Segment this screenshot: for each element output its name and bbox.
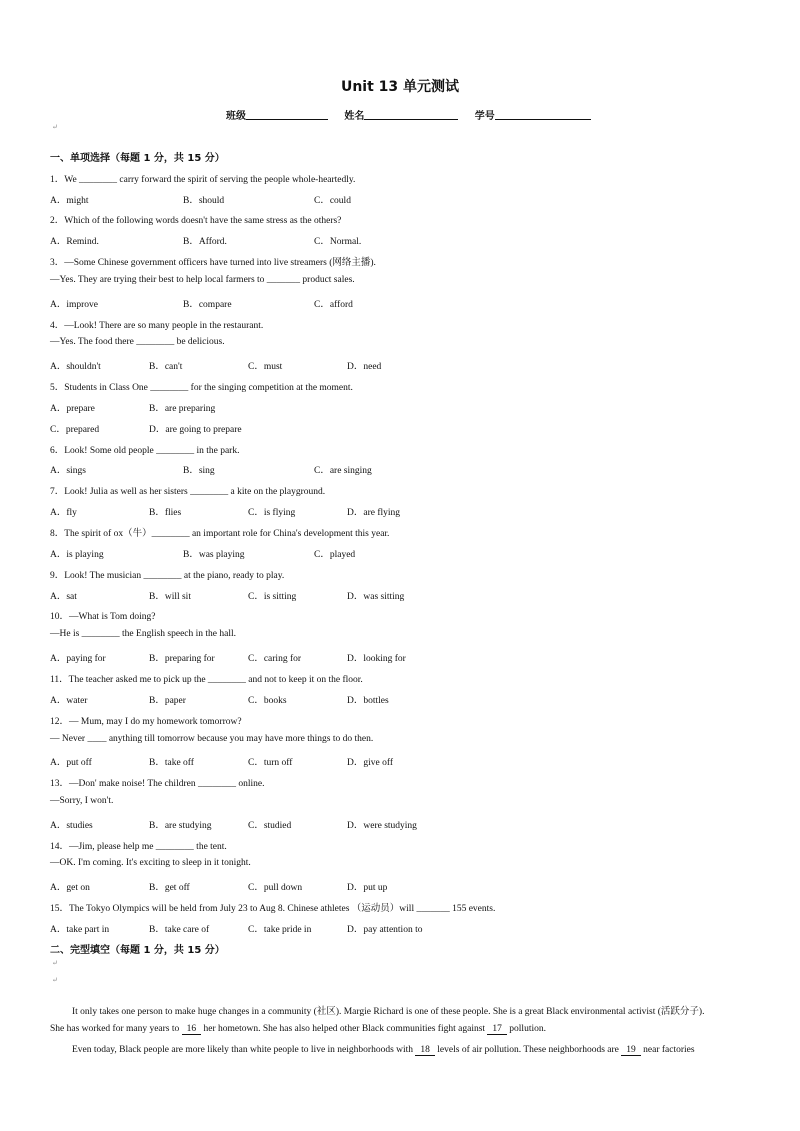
section-2-heading: 二、完型填空（每题 1 分，共 15 分）	[50, 945, 225, 956]
option-d[interactable]: D．looking for	[347, 654, 406, 664]
option-a[interactable]: A．sat	[50, 592, 77, 602]
option-c[interactable]: C．prepared	[50, 425, 100, 435]
option-b[interactable]: B．take off	[149, 758, 194, 768]
question-13-stem: 13．—Don' make noise! The children ________ online.	[50, 779, 265, 789]
passage-line: It only takes one person to make huge changes in a community (社区). Margie Richard is one of these people. She is a great Black environmental activist (活跃分子).	[72, 1007, 705, 1017]
class-label: 班级	[226, 111, 246, 122]
question-15-stem: 15．The Tokyo Olympics will be held from July 23 to Aug 8. Chinese athletes （运动员）will _______ 155 events.	[50, 904, 496, 914]
option-d[interactable]: D．are flying	[347, 508, 401, 518]
option-b[interactable]: B．take care of	[149, 925, 210, 935]
option-b[interactable]: B．preparing for	[149, 654, 215, 664]
option-b[interactable]: B．can't	[149, 362, 183, 372]
option-a[interactable]: A．water	[50, 696, 88, 706]
question-2-stem: 2．Which of the following words doesn't have the same stress as the others?	[50, 216, 342, 226]
option-a[interactable]: A．Remind.	[50, 237, 99, 247]
blank-17[interactable]: 17	[487, 1024, 507, 1035]
option-d[interactable]: D．were studying	[347, 821, 417, 831]
option-c[interactable]: C．must	[248, 362, 283, 372]
option-b[interactable]: B．Afford.	[183, 237, 227, 247]
question-1-stem: 1．We ________ carry forward the spirit of serving the people whole-heartedly.	[50, 175, 356, 185]
name-label: 姓名	[344, 111, 365, 122]
blank-16[interactable]: 16	[182, 1024, 202, 1035]
question-5-stem: 5．Students in Class One ________ for the singing competition at the moment.	[50, 383, 353, 393]
question-4-stem: 4．—Look! There are so many people in the restaurant.	[50, 321, 264, 331]
id-label: 学号	[474, 111, 495, 122]
option-a[interactable]: A．shouldn't	[50, 362, 101, 372]
option-c[interactable]: C．studied	[248, 821, 292, 831]
option-c[interactable]: C．caring for	[248, 654, 302, 664]
option-b[interactable]: B．flies	[149, 508, 182, 518]
paragraph-mark: ↵	[52, 123, 58, 131]
option-d[interactable]: D．are going to prepare	[149, 425, 242, 435]
name-blank[interactable]	[364, 110, 458, 120]
id-blank[interactable]	[495, 110, 591, 120]
option-a[interactable]: A．paying for	[50, 654, 106, 664]
option-c[interactable]: C．books	[248, 696, 287, 706]
option-b[interactable]: B．compare	[183, 300, 232, 310]
option-a[interactable]: A．studies	[50, 821, 93, 831]
option-a[interactable]: A．is playing	[50, 550, 104, 560]
blank-18[interactable]: 18	[415, 1045, 435, 1056]
option-b[interactable]: B．should	[183, 196, 225, 206]
option-b[interactable]: B．get off	[149, 883, 190, 893]
option-c[interactable]: C．Normal.	[314, 237, 362, 247]
question-14-stem-reply: —OK. I'm coming. It's exciting to sleep in it tonight.	[50, 858, 251, 868]
paragraph-mark: ↵	[52, 976, 58, 984]
option-b[interactable]: B．are preparing	[149, 404, 216, 414]
option-c[interactable]: C．is sitting	[248, 592, 297, 602]
question-6-stem: 6．Look! Some old people ________ in the park.	[50, 446, 240, 456]
question-3-stem-reply: —Yes. They are trying their best to help local farmers to _______ product sales.	[50, 275, 355, 285]
question-7-stem: 7．Look! Julia as well as her sisters ________ a kite on the playground.	[50, 487, 326, 497]
question-8-stem: 8．The spirit of ox（牛）________ an important role for China's development this year.	[50, 529, 390, 539]
question-14-stem: 14．—Jim, please help me ________ the tent.	[50, 842, 227, 852]
option-b[interactable]: B．are studying	[149, 821, 212, 831]
blank-19[interactable]: 19	[621, 1045, 641, 1056]
class-blank[interactable]	[246, 110, 328, 120]
option-b[interactable]: B．was playing	[183, 550, 245, 560]
option-c[interactable]: C．are singing	[314, 466, 372, 476]
option-c[interactable]: C．pull down	[248, 883, 303, 893]
question-11-stem: 11．The teacher asked me to pick up the ________ and not to keep it on the floor.	[50, 675, 363, 685]
option-d[interactable]: D．put up	[347, 883, 388, 893]
question-12-stem: 12．— Mum, may I do my homework tomorrow?	[50, 717, 242, 727]
question-10-stem-reply: —He is ________ the English speech in the hall.	[50, 629, 237, 639]
page-title: Unit 13 单元测试	[340, 79, 460, 95]
option-a[interactable]: A．sings	[50, 466, 86, 476]
option-d[interactable]: D．pay attention to	[347, 925, 423, 935]
passage-line: She has worked for many years to 16 her hometown. She has also helped other Black communities fight against 17 pollution.	[50, 1024, 546, 1034]
option-c[interactable]: C．afford	[314, 300, 353, 310]
option-a[interactable]: A．improve	[50, 300, 99, 310]
option-c[interactable]: C．is flying	[248, 508, 296, 518]
option-d[interactable]: D．bottles	[347, 696, 389, 706]
paragraph-mark: ↵	[52, 959, 58, 967]
student-info-line	[226, 107, 591, 122]
option-d[interactable]: D．need	[347, 362, 382, 372]
option-a[interactable]: A．get on	[50, 883, 90, 893]
option-a[interactable]: A．prepare	[50, 404, 95, 414]
option-c[interactable]: C．take pride in	[248, 925, 312, 935]
question-10-stem: 10．—What is Tom doing?	[50, 612, 156, 622]
question-12-stem-reply: — Never ____ anything till tomorrow because you may have more things to do then.	[50, 734, 374, 744]
option-d[interactable]: D．was sitting	[347, 592, 405, 602]
option-a[interactable]: A．might	[50, 196, 89, 206]
option-a[interactable]: A．fly	[50, 508, 77, 518]
option-b[interactable]: B．paper	[149, 696, 186, 706]
option-c[interactable]: C．turn off	[248, 758, 293, 768]
section-1-heading: 一、单项选择（每题 1 分，共 15 分）	[50, 153, 225, 164]
passage-line: Even today, Black people are more likely than white people to live in neighborhoods with 18 levels of air pollution. These neighborhoods are 19 near factories	[72, 1045, 695, 1055]
option-c[interactable]: C．played	[314, 550, 356, 560]
question-13-stem-reply: —Sorry, I won't.	[50, 796, 114, 806]
question-3-stem: 3．—Some Chinese government officers have turned into live streamers (网络主播).	[50, 258, 376, 268]
option-a[interactable]: A．take part in	[50, 925, 110, 935]
option-a[interactable]: A．put off	[50, 758, 92, 768]
option-b[interactable]: B．will sit	[149, 592, 191, 602]
question-9-stem: 9．Look! The musician ________ at the piano, ready to play.	[50, 571, 285, 581]
option-b[interactable]: B．sing	[183, 466, 215, 476]
option-d[interactable]: D．give off	[347, 758, 393, 768]
option-c[interactable]: C．could	[314, 196, 351, 206]
question-4-stem-reply: —Yes. The food there ________ be delicious.	[50, 337, 225, 347]
